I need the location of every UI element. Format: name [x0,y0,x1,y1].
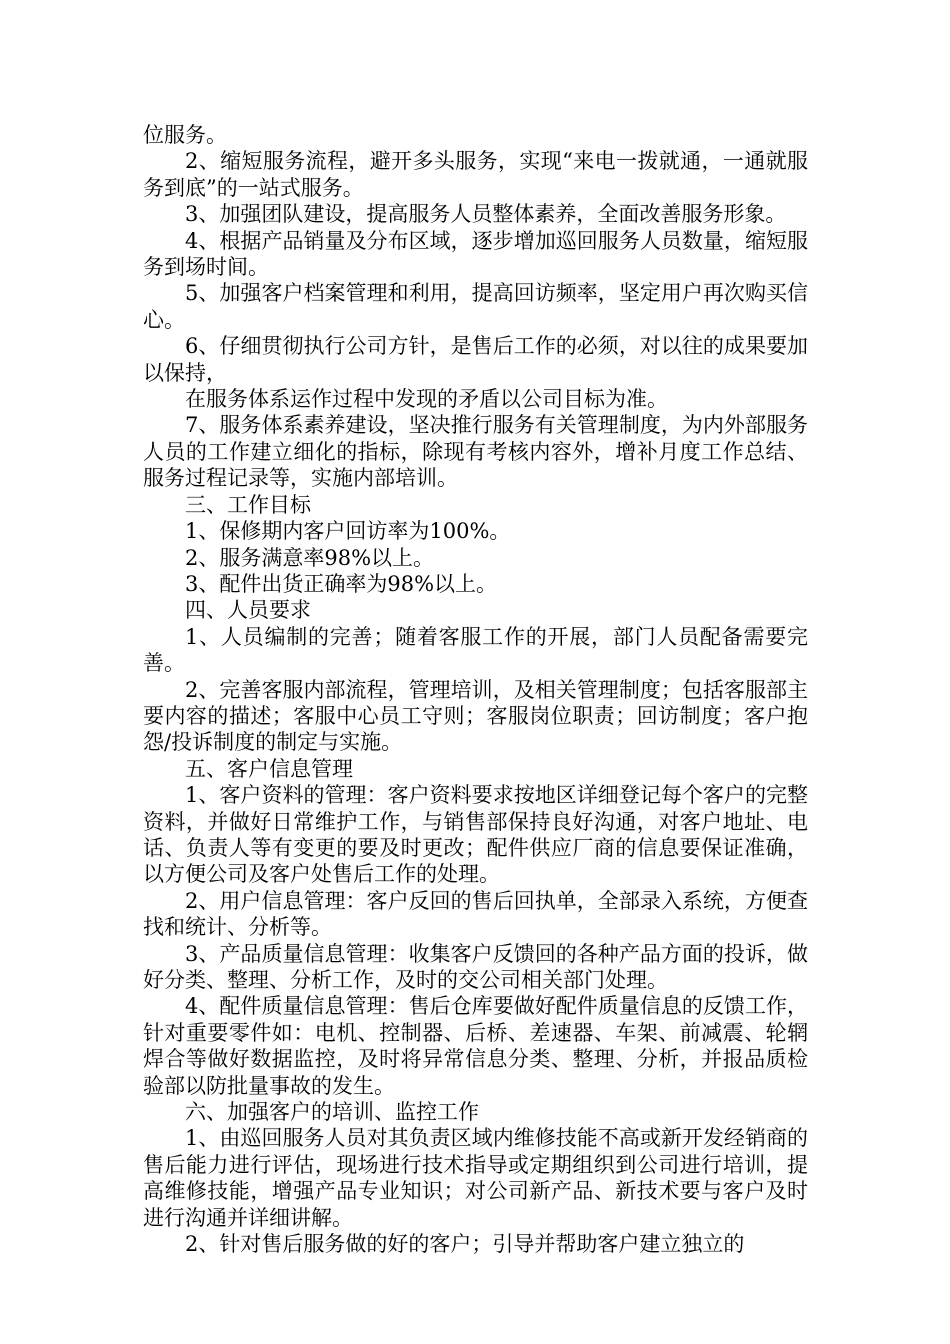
paragraph-item-5-customer-files: 5、加强客户档案管理和利用，提高回访频率，坚定用户再次购买信心。 [143,281,808,332]
section-heading-customer-info: 五、客户信息管理 [185,756,353,781]
paragraph-item-2-shorten-process: 2、缩短服务流程，避开多头服务，实现“来电一拨就通，一通就服务到底”的一站式服务。 [143,149,808,200]
paragraph-item-6-continued: 在服务体系运作过程中发现的矛盾以公司目标为准。 [185,387,668,412]
paragraph-training-1: 1、由巡回服务人员对其负责区域内维修技能不高或新开发经销商的售后能力进行评估，现场进行技术指导或定期组织到公司进行培训，提高维修技能，增强产品专业知识；对公司新产品、新技术要与客户及时进行沟通并详细讲解。 [143,1126,808,1230]
paragraph-item-7-service-system: 7、服务体系素养建设，坚决推行服务有关管理制度，为内外部服务人员的工作建立细化的指标，除现有考核内容外，增补月度工作总结、服务过程记录等，实施内部培训。 [143,413,808,491]
paragraph-info-2: 2、用户信息管理：客户反回的售后回执单，全部录入系统，方便查找和统计、分析等。 [143,888,808,940]
section-heading-work-goals: 三、工作目标 [185,492,311,517]
paragraph-goal-3: 3、配件出货正确率为98%以上。 [185,571,498,596]
paragraph-training-2: 2、针对售后服务做的好的客户；引导并帮助客户建立独立的 [185,1232,745,1257]
paragraph-info-1: 1、客户资料的管理：客户资料要求按地区详细登记每个客户的完整资料，并做好日常维护工作，与销售部保持良好沟通，对客户地址、电话、负责人等有变更的要及时更改；配件供应厂商的信息要保证准确，以方便公司及客户处售后工作的处理。 [143,783,808,887]
paragraph-staff-1: 1、人员编制的完善；随着客服工作的开展，部门人员配备需要完善。 [143,624,808,676]
section-heading-customer-training: 六、加强客户的培训、监控工作 [185,1100,479,1125]
paragraph-item-4-service-staff: 4、根据产品销量及分布区域，逐步增加巡回服务人员数量，缩短服务到场时间。 [143,228,808,280]
section-heading-staff-requirements: 四、人员要求 [185,598,311,623]
document-body [143,122,808,1257]
paragraph-goal-1: 1、保修期内客户回访率为100%。 [185,519,511,544]
paragraph-info-4: 4、配件质量信息管理：售后仓库要做好配件质量信息的反馈工作，针对重要零件如：电机、控制器、后桥、差速器、车架、前减震、轮辋焊合等做好数据监控，及时将异常信息分类、整理、分析，并报品质检验部以防批量事故的发生。 [143,994,808,1098]
paragraph-staff-2: 2、完善客服内部流程，管理培训，及相关管理制度；包括客服部主要内容的描述；客服中心员工守则；客服岗位职责；回访制度；客户抱怨/投诉制度的制定与实施。 [143,677,808,755]
paragraph-item-3-team-building: 3、加强团队建设，提高服务人员整体素养，全面改善服务形象。 [185,202,787,227]
paragraph-info-3: 3、产品质量信息管理：收集客户反馈回的各种产品方面的投诉，做好分类、整理、分析工作，及时的交公司相关部门处理。 [143,941,808,992]
paragraph-continuation: 位服务。 [143,123,227,147]
paragraph-item-6-company-policy: 6、仔细贯彻执行公司方针，是售后工作的必须，对以往的成果要加以保持， [143,334,808,385]
paragraph-goal-2: 2、服务满意率98%以上。 [185,545,435,570]
